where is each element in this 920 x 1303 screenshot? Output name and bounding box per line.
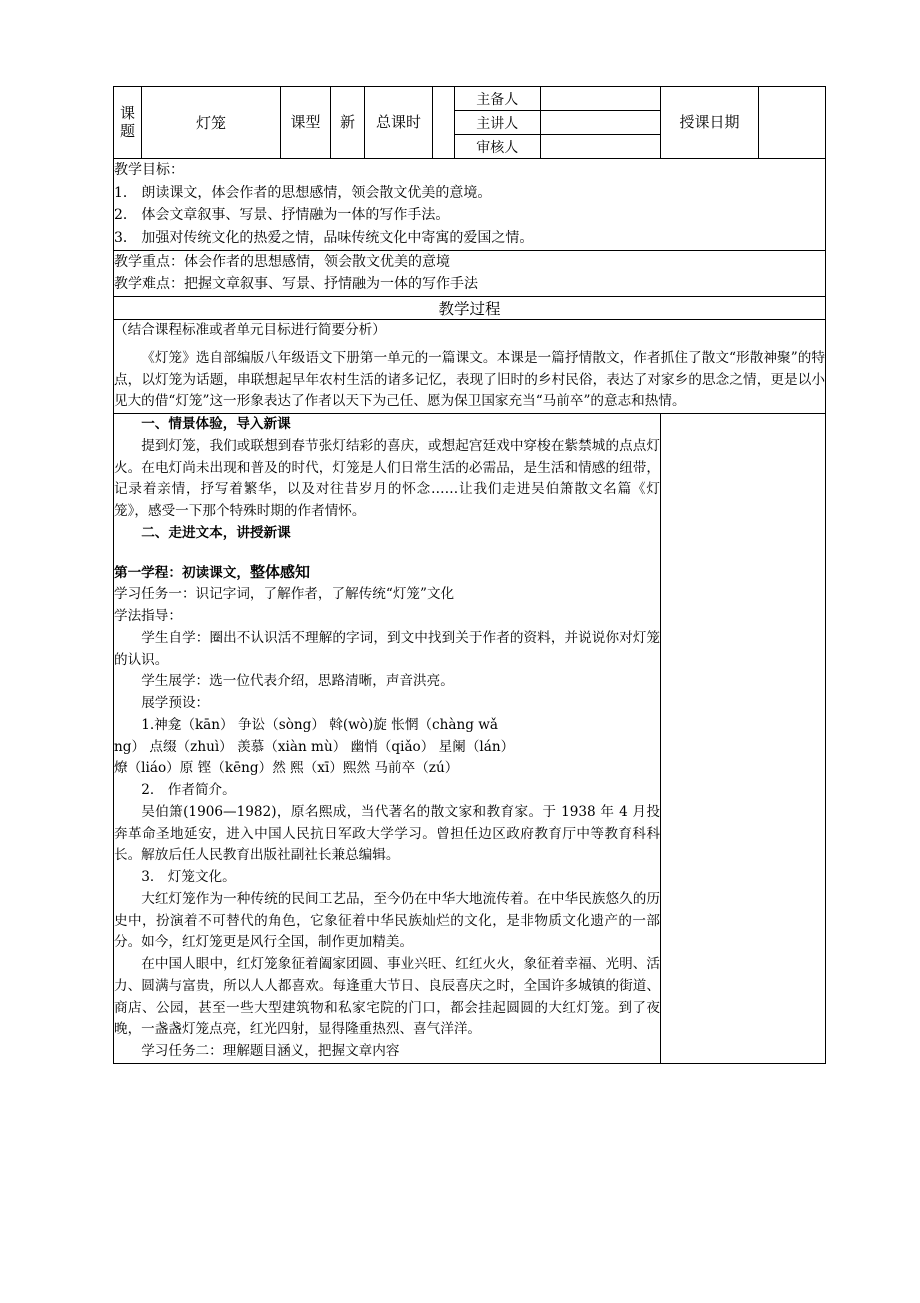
analysis-paragraph: 《灯笼》选自部编版八年级语文下册第一单元的一篇课文。本课是一篇抒情散文，作者抓住了散文“形散神聚”的特点，以灯笼为话题，串联想起早年农村生活的诸多记忆，表现了旧时的乡村民俗，表达了对家乡的思念之情，更是以小见大的借“灯笼”这一形象表达了作者以天下为己任、愿为保卫国家充当“马前卒”的意志和热情。	[114, 349, 825, 410]
course-one-emphasis: 整体感知	[249, 562, 310, 581]
analysis-row	[114, 320, 826, 414]
body-main-cell	[114, 414, 661, 1064]
role-row	[455, 135, 661, 159]
teaching-date-label-cell: 授课日期	[661, 87, 759, 159]
subject-label-char-2: 题	[119, 121, 135, 140]
process-banner-row	[114, 297, 826, 320]
role-label-lecturer: 主讲人	[455, 111, 540, 135]
key-points-cell	[114, 250, 826, 296]
notes-column-cell[interactable]	[661, 414, 826, 1064]
culture-text-1: 大红灯笼作为一种传统的民间工艺品，至今仍在中华大地流传着。在中华民族悠久的历史中，扮演着不可替代的角色，它象征着中华民族灿烂的文化，是非物质文化遗产的一部分。如今，红灯笼更是风行全国，制作更加精美。	[114, 890, 660, 951]
objectives-cell	[114, 159, 826, 251]
culture-heading: 3． 灯笼文化。	[141, 869, 236, 886]
analysis-cell	[114, 320, 826, 414]
header-row	[114, 87, 826, 159]
teaching-difficulty: 教学难点：把握文章叙事、写景、抒情融为一体的写作手法	[114, 276, 478, 293]
body-content	[114, 414, 660, 1063]
objectives-row	[114, 159, 826, 251]
subject-value-cell[interactable]: 灯笼	[142, 87, 281, 159]
objective-item-2: 2． 体会文章叙事、写景、抒情融为一体的写作手法。	[114, 207, 450, 224]
teaching-date-value-cell[interactable]	[759, 87, 826, 159]
objective-item-1: 1． 朗读课文，体会作者的思想感情，领会散文优美的意境。	[114, 184, 492, 201]
role-value-preparer[interactable]	[540, 87, 661, 111]
total-hours-value-cell[interactable]	[433, 87, 455, 159]
process-banner: 教学过程	[114, 297, 826, 320]
self-study-text: 学生自学：圈出不认识活不理解的字词，到文中找到关于作者的资料，并说说你对灯笼的认识。	[114, 629, 660, 668]
analysis-note: （结合课程标准或者单元目标进行简要分析）	[114, 322, 386, 339]
author-heading: 2． 作者简介。	[141, 782, 236, 799]
author-text: 吴伯箫(1906—1982)，原名熙成，当代著名的散文家和教育家。于 1938 年 4 月投奔革命圣地延安，进入中国人民抗日军政大学学习。曾担任边区政府教育厅中等教育科科长。解放后任人民教育出版社副社长兼总编辑。	[114, 803, 660, 864]
role-row	[455, 87, 661, 111]
course-type-label-cell: 课型	[281, 87, 331, 159]
key-points-row	[114, 250, 826, 296]
subject-label-cell	[114, 87, 142, 159]
lesson-plan-table	[113, 86, 826, 1064]
preset-label: 展学预设：	[141, 695, 210, 712]
teaching-focus: 教学重点：体会作者的思想感情，领会散文优美的意境	[114, 253, 450, 270]
section-one-text: 提到灯笼，我们或联想到春节张灯结彩的喜庆，或想起宫廷戏中穿梭在紫禁城的点点灯火。在电灯尚未出现和普及的时代，灯笼是人们日常生活的必需品，是生活和情感的纽带，记录着亲情，抒写着繁华，以及对往昔岁月的怀念……让我们走进吴伯箫散文名篇《灯笼》，感受一下那个特殊时期的作者情怀。	[114, 437, 660, 520]
subject-label-char-1: 课	[119, 104, 135, 123]
vocab-line-3: 燎（liáo）原 铿（kēng）然 熙（xī）熙然 马前卒（zú）	[114, 760, 459, 777]
body-row	[114, 414, 826, 1064]
role-label-reviewer: 审核人	[455, 135, 540, 159]
roles-cell	[455, 87, 661, 159]
objectives-title: 教学目标：	[114, 162, 184, 178]
task-one: 学习任务一：识记字词，了解作者，了解传统“灯笼”文化	[114, 586, 455, 603]
body-spacer	[114, 545, 660, 560]
course-type-value-cell[interactable]: 新	[331, 87, 365, 159]
task-two: 学习任务二：理解题目涵义，把握文章内容	[141, 1043, 400, 1060]
vocab-line-2: ng） 点缀（zhuì） 羡慕（xiàn mù） 幽悄（qiǎo） 星阑（lán）	[114, 738, 515, 755]
culture-text-2: 在中国人眼中，红灯笼象征着阖家团圆、事业兴旺、红红火火，象征着幸福、光明、活力、圆满与富贵，所以人人都喜欢。每逢重大节日、良辰喜庆之时，全国许多城镇的街道、商店、公园，甚至一些大型建筑物和私家宅院的门口，都会挂起圆圆的大红灯笼。到了夜晚，一盏盏灯笼点亮，红光四射，显得隆重热烈、喜气洋洋。	[114, 956, 660, 1038]
roles-table	[455, 87, 661, 158]
objective-item-3: 3． 加强对传统文化的热爱之情，品味传统文化中寄寓的爱国之情。	[114, 230, 534, 247]
role-label-preparer: 主备人	[455, 87, 540, 111]
show-study-text: 学生展学：选一位代表介绍，思路清晰，声音洪亮。	[141, 673, 454, 690]
role-value-reviewer[interactable]	[540, 135, 661, 159]
vocab-line-1: 1.神龛（kān） 争讼（sòng） 斡(wò)旋 怅惘（chàng wǎ	[141, 716, 498, 733]
method-guidance-label: 学法指导：	[114, 608, 182, 625]
course-one-heading	[114, 560, 660, 585]
section-two-title: 二、走进文本，讲授新课	[141, 524, 291, 541]
course-one-label: 第一学程：初读课文，	[114, 564, 250, 581]
section-one-title: 一、情景体验，导入新课	[141, 416, 291, 433]
role-value-lecturer[interactable]	[540, 111, 661, 135]
total-hours-label-cell: 总课时	[365, 87, 433, 159]
role-row	[455, 111, 661, 135]
